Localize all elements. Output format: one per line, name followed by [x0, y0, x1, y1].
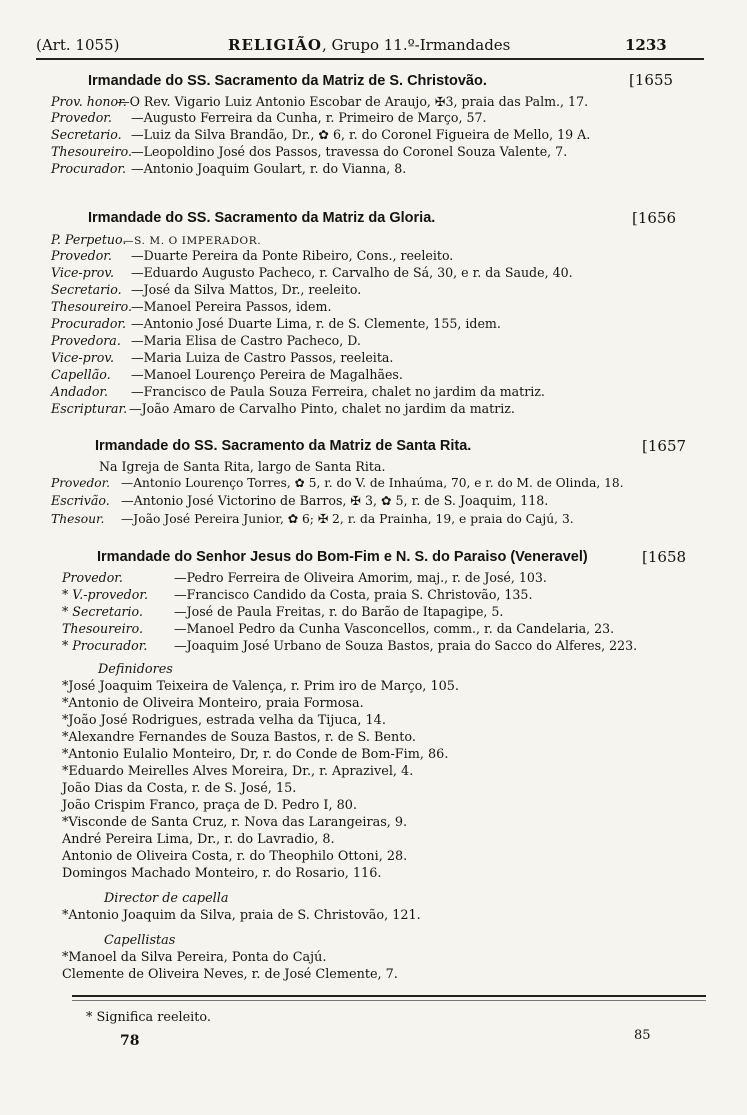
- entry-text: —O Rev. Vigario Luiz Antonio Escobar de Araujo, ✠3, praia das Palm., 17.: [117, 94, 589, 109]
- section-1658-title: Irmandade do Senhor Jesus do Bom-Fim e N. S. do Paraiso (Veneravel): [97, 549, 588, 565]
- list-item: João Dias da Costa, r. de S. José, 15.: [62, 781, 297, 796]
- list-item: [51, 161, 406, 177]
- role-label: Provedor.: [51, 248, 112, 263]
- list-item: *Antonio de Oliveira Monteiro, praia Formosa.: [62, 696, 364, 711]
- role-label: * V.-provedor.: [62, 587, 148, 602]
- list-item: [51, 265, 573, 281]
- list-item: [51, 493, 548, 509]
- entry-text: —Antonio Joaquim Goulart, r. do Vianna, 8.: [131, 161, 407, 176]
- footer-rule-thin: [72, 1000, 706, 1001]
- list-item: *Manoel da Silva Pereira, Ponta do Cajú.: [62, 950, 327, 965]
- list-item: João Crispim Franco, praça de D. Pedro I, 80.: [62, 798, 357, 813]
- header-rule: [36, 58, 704, 60]
- section-1656-number: [1656: [632, 209, 677, 227]
- footer-right-number: 85: [634, 1028, 651, 1043]
- section-1657-title: Irmandade do SS. Sacramento da Matriz de Santa Rita.: [95, 438, 472, 454]
- entry-text: —José de Paula Freitas, r. do Barão de Itapagipe, 5.: [174, 604, 504, 619]
- list-item: [51, 127, 590, 143]
- role-label: * Procurador.: [62, 638, 148, 653]
- header-subtitle: , Grupo 11.º-Irmandades: [322, 36, 511, 54]
- footer-left-number: 78: [120, 1033, 140, 1049]
- list-item: *Antonio Joaquim da Silva, praia de S. Christovão, 121.: [62, 908, 421, 923]
- entry-text: —Maria Luiza de Castro Passos, reeleita.: [131, 350, 394, 365]
- footer-rule: [72, 995, 706, 997]
- footnote: * Significa reeleito.: [86, 1010, 211, 1025]
- role-label: Procurador.: [51, 316, 127, 331]
- entry-text: —Manoel Pereira Passos, idem.: [131, 299, 332, 314]
- role-label: Provedora.: [51, 333, 121, 348]
- role-label: Escripturar.: [51, 401, 128, 416]
- list-item: [62, 621, 614, 637]
- list-item: [51, 401, 515, 417]
- role-label: Provedor.: [51, 476, 110, 490]
- list-item: [51, 144, 567, 160]
- role-label: Capellão.: [51, 367, 111, 382]
- role-label: * Secretario.: [62, 604, 143, 619]
- list-item: [62, 638, 637, 654]
- entry-text: —Augusto Ferreira da Cunha, r. Primeiro de Março, 57.: [131, 110, 487, 125]
- role-label: Procurador.: [51, 161, 127, 176]
- list-item: [51, 299, 331, 315]
- entry-text: —Pedro Ferreira de Oliveira Amorim, maj., r. de José, 103.: [174, 570, 547, 585]
- list-item: [51, 367, 403, 383]
- entry-text: —Manoel Pedro da Cunha Vasconcellos, comm., r. da Candelaria, 23.: [174, 621, 615, 636]
- entry-text: —Antonio José Victorino de Barros, ✠ 3, ✿ 5, r. de S. Joaquim, 118.: [121, 493, 549, 508]
- entry-text: —João Amaro de Carvalho Pinto, chalet no jardim da matriz.: [129, 401, 515, 416]
- list-item: [51, 316, 501, 332]
- section-1656-title: Irmandade do SS. Sacramento da Matriz da Gloria.: [88, 210, 436, 226]
- role-label: Thesour.: [51, 512, 105, 526]
- entry-text: —Maria Elisa de Castro Pacheco, D.: [131, 333, 361, 348]
- list-item: [51, 232, 261, 249]
- header-page-number: 1233: [625, 36, 667, 54]
- list-item: [62, 604, 503, 620]
- list-item: [51, 282, 361, 298]
- role-label: Secretario.: [51, 282, 122, 297]
- section-1655-number: [1655: [629, 71, 674, 89]
- list-item: [51, 333, 361, 349]
- list-item: André Pereira Lima, Dr., r. do Lavradio, 8.: [62, 832, 335, 847]
- section-1657-note: Na Igreja de Santa Rita, largo de Santa Rita.: [99, 459, 386, 474]
- list-item: [62, 587, 532, 603]
- list-item: *Alexandre Fernandes de Souza Bastos, r. de S. Bento.: [62, 730, 416, 745]
- entry-text: —José da Silva Mattos, Dr., reeleito.: [131, 282, 362, 297]
- entry-text: —Joaquim José Urbano de Souza Bastos, praia do Sacco do Alferes, 223.: [174, 638, 638, 653]
- list-item: [51, 94, 588, 110]
- role-label: Prov. honor.: [51, 94, 127, 109]
- section-1657-number: [1657: [642, 437, 687, 455]
- definidores-heading: Definidores: [98, 662, 173, 677]
- entry-text: —Eduardo Augusto Pacheco, r. Carvalho de Sá, 30, e r. da Saude, 40.: [131, 265, 573, 280]
- entry-text: —Leopoldino José dos Passos, travessa do Coronel Souza Valente, 7.: [131, 144, 568, 159]
- entry-text: —Antonio Lourenço Torres, ✿ 5, r. do V. de Inhaúma, 70, e r. do M. de Olinda, 18.: [121, 476, 624, 490]
- list-item: *João José Rodrigues, estrada velha da Tijuca, 14.: [62, 713, 386, 728]
- section-1655-title: Irmandade do SS. Sacramento da Matriz de S. Christovão.: [88, 73, 487, 89]
- list-item: [51, 475, 624, 491]
- list-item: *Eduardo Meirelles Alves Moreira, Dr., r. Aprazivel, 4.: [62, 764, 414, 779]
- role-label: Secretario.: [51, 127, 122, 142]
- role-label: Provedor.: [51, 110, 112, 125]
- header-title: RELIGIÃO: [228, 36, 322, 54]
- list-item: [51, 384, 545, 400]
- entry-text: —S. M. O IMPERADOR.: [123, 235, 262, 247]
- entry-text: —Francisco de Paula Souza Ferreira, chalet no jardim da matriz.: [131, 384, 545, 399]
- role-label: Thesoureiro.: [62, 621, 144, 636]
- list-item: *José Joaquim Teixeira de Valença, r. Prim iro de Março, 105.: [62, 679, 459, 694]
- list-item: Antonio de Oliveira Costa, r. do Theophilo Ottoni, 28.: [62, 849, 408, 864]
- list-item: [62, 570, 547, 586]
- list-item: [51, 511, 574, 527]
- section-1658-number: [1658: [642, 548, 687, 566]
- role-label: Vice-prov.: [51, 350, 114, 365]
- role-label: Andador.: [51, 384, 109, 399]
- role-label: Thesoureiro.: [51, 144, 133, 159]
- capellistas-heading: Capellistas: [104, 933, 176, 948]
- role-label: Thesoureiro.: [51, 299, 133, 314]
- list-item: Domingos Machado Monteiro, r. do Rosario, 116.: [62, 866, 382, 881]
- entry-text: —Duarte Pereira da Ponte Ribeiro, Cons., reeleito.: [131, 248, 454, 263]
- role-label: Escrivão.: [51, 493, 110, 508]
- role-label: Provedor.: [62, 570, 123, 585]
- entry-text: —Luiz da Silva Brandão, Dr., ✿ 6, r. do Coronel Figueira de Mello, 19 A.: [131, 127, 591, 142]
- list-item: [51, 350, 393, 366]
- entry-text: —Antonio José Duarte Lima, r. de S. Clemente, 155, idem.: [131, 316, 501, 331]
- role-label: Vice-prov.: [51, 265, 114, 280]
- role-label: P. Perpetuo.: [51, 232, 127, 247]
- entry-text: —Manoel Lourenço Pereira de Magalhães.: [131, 367, 403, 382]
- list-item: Clemente de Oliveira Neves, r. de José Clemente, 7.: [62, 967, 398, 982]
- director-heading: Director de capella: [104, 891, 229, 906]
- entry-text: —Francisco Candido da Costa, praia S. Christovão, 135.: [174, 587, 533, 602]
- entry-text: —João José Pereira Junior, ✿ 6; ✠ 2, r. da Prainha, 19, e praia do Cajú, 3.: [121, 512, 574, 526]
- list-item: [51, 110, 487, 126]
- list-item: [51, 248, 453, 264]
- header-article-ref: (Art. 1055): [36, 36, 120, 54]
- list-item: *Antonio Eulalio Monteiro, Dr, r. do Conde de Bom-Fim, 86.: [62, 747, 449, 762]
- header-center: [228, 36, 510, 54]
- list-item: *Visconde de Santa Cruz, r. Nova das Larangeiras, 9.: [62, 815, 408, 830]
